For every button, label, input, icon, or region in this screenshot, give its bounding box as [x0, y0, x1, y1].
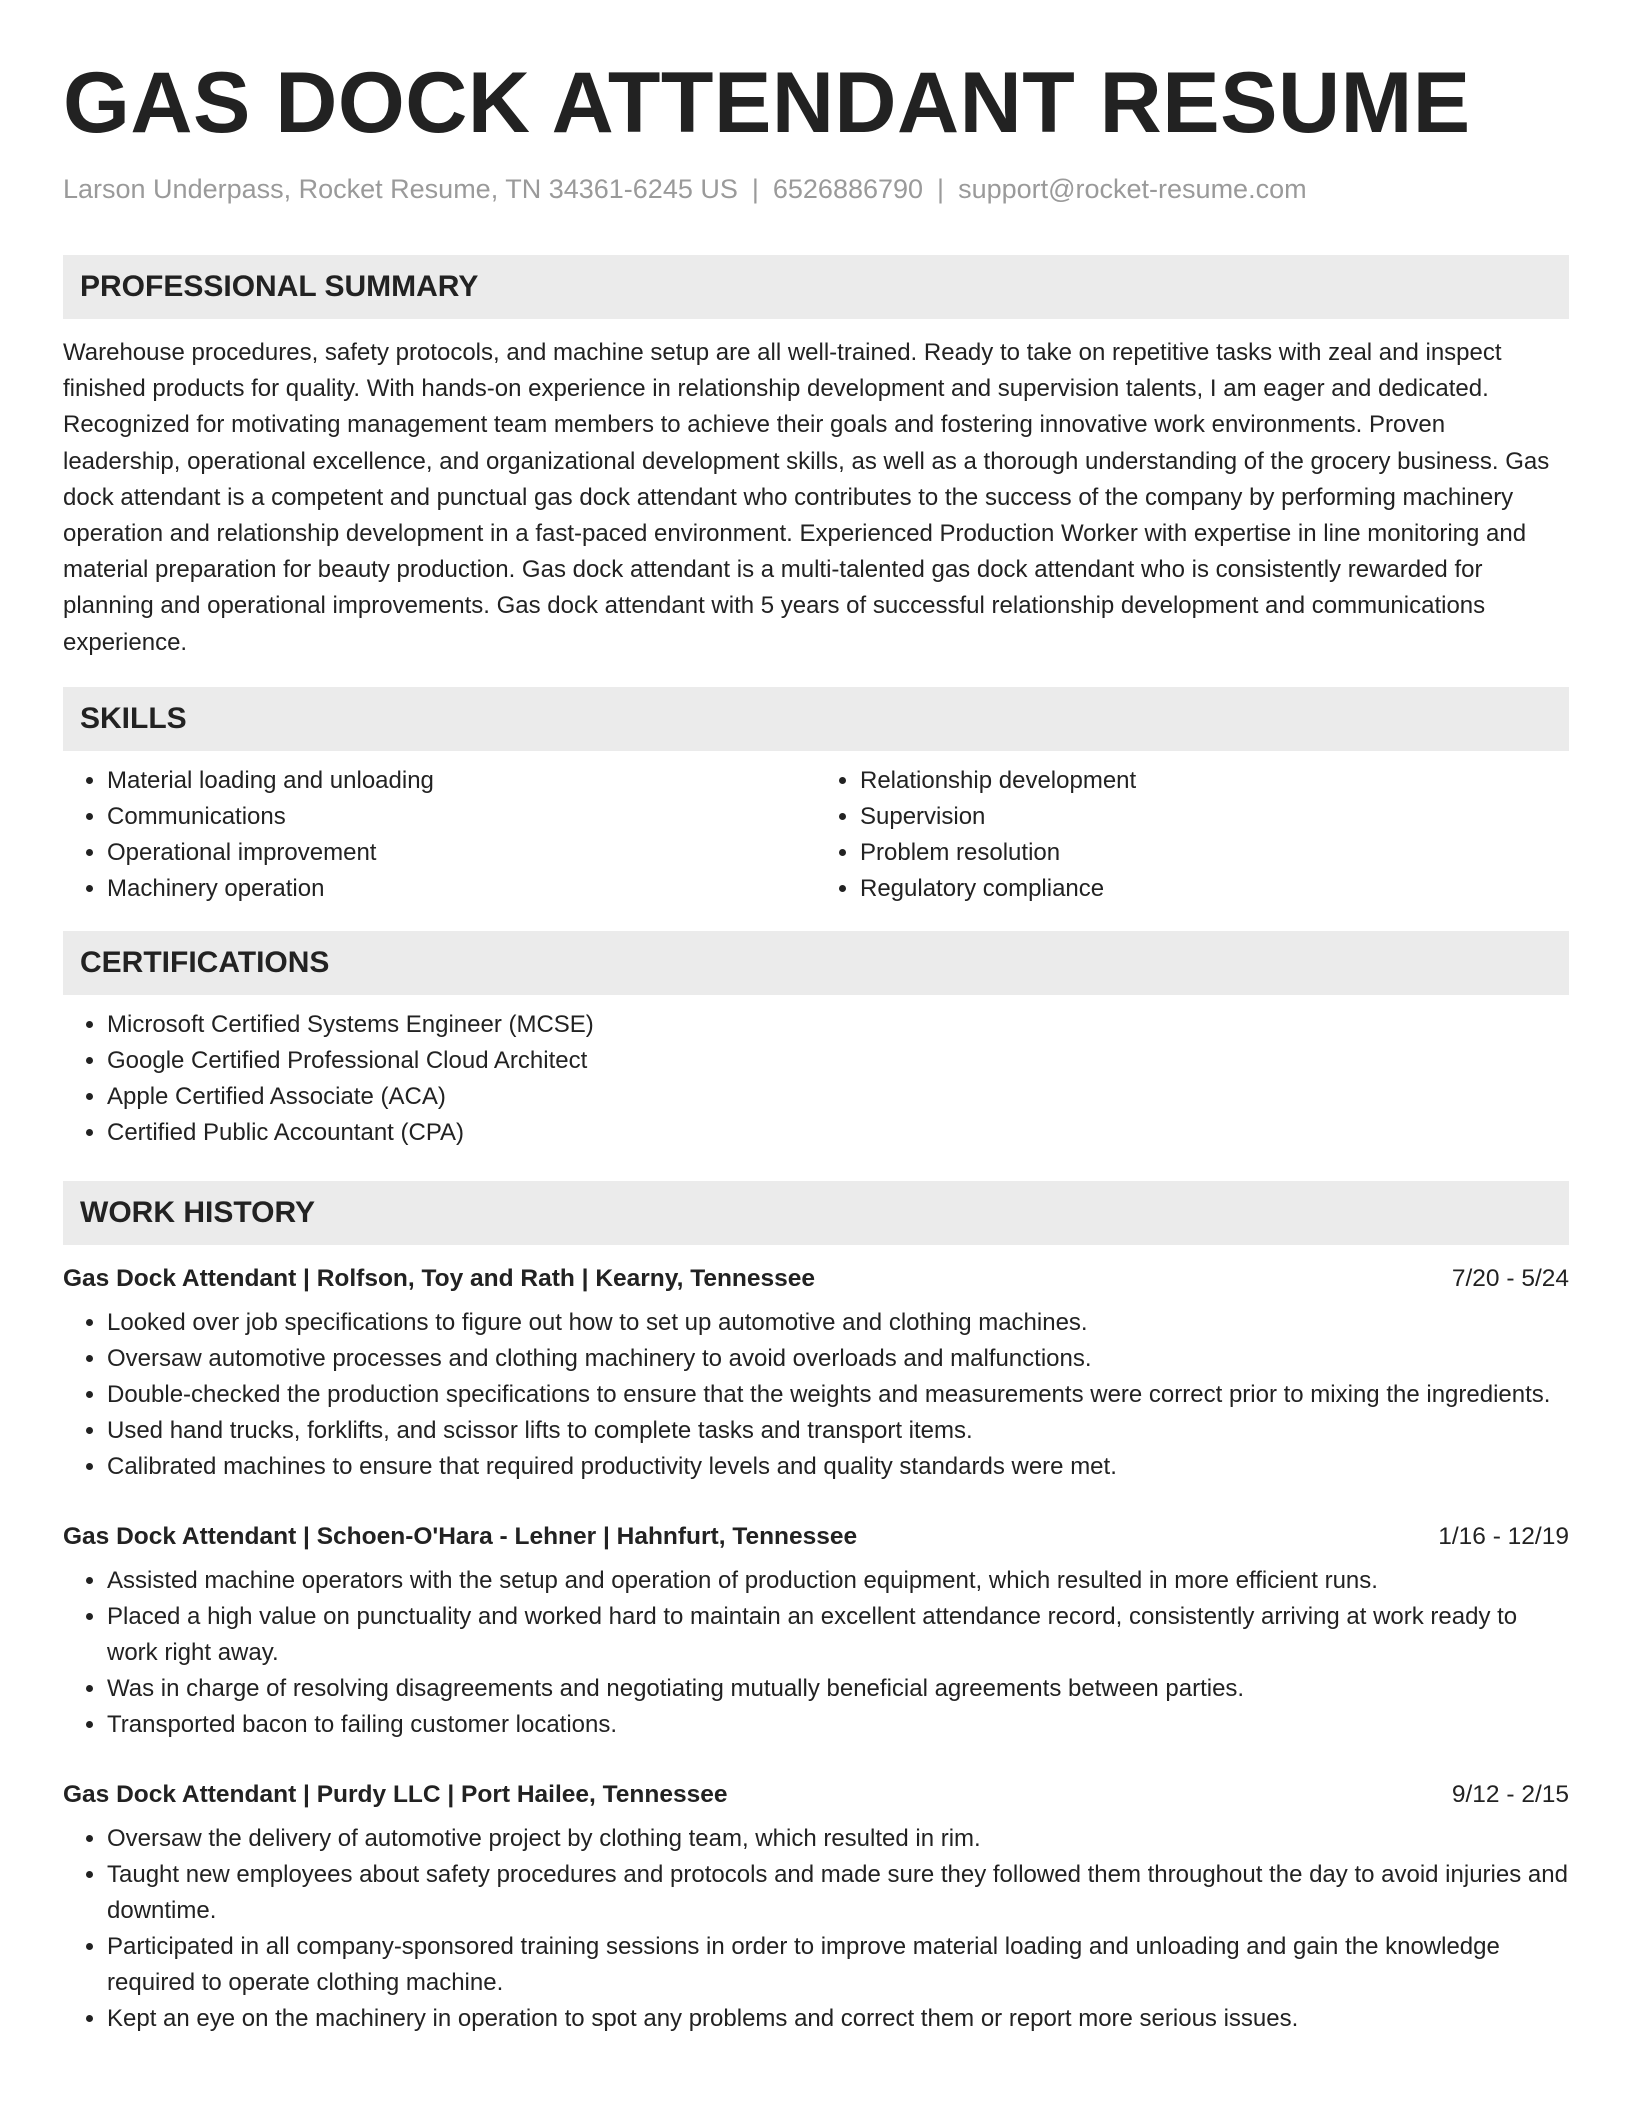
certification-item: • Google Certified Professional Cloud Architect [107, 1043, 1569, 1079]
job-bullet: • Used hand trucks, forklifts, and scissor lifts to complete tasks and transport items. [107, 1413, 1569, 1449]
skill-item: • Material loading and unloading [107, 763, 816, 799]
resume-title: GAS DOCK ATTENDANT RESUME [63, 55, 1471, 151]
job-bullet: • Transported bacon to failing customer locations. [107, 1707, 1569, 1743]
skill-item: • Supervision [860, 799, 1569, 835]
certification-item: • Certified Public Accountant (CPA) [107, 1115, 1569, 1151]
work-history-heading: WORK HISTORY [80, 1195, 316, 1229]
contact-separator: | [937, 174, 945, 204]
skill-item: • Regulatory compliance [860, 871, 1569, 907]
job-bullet: • Assisted machine operators with the setup and operation of production equipment, which resulted in more efficient runs. [107, 1563, 1569, 1599]
job-bullet: • Participated in all company-sponsored training sessions in order to improve material loading and unloading and gain the knowledge required to operate clothing machine. [107, 1929, 1569, 2001]
contact-separator: | [751, 174, 759, 204]
job-bullet: • Looked over job specifications to figure out how to set up automotive and clothing machines. [107, 1305, 1569, 1341]
job-bullet: • Was in charge of resolving disagreements and negotiating mutually beneficial agreements between parties. [107, 1671, 1569, 1707]
job-entry [63, 1523, 1569, 1743]
job-header [63, 1781, 1569, 1809]
job-header [63, 1265, 1569, 1293]
skill-item: • Communications [107, 799, 816, 835]
job-dates: 9/12 - 2/15 [1451, 1780, 1569, 1808]
certifications-list [63, 1007, 1569, 1151]
job-bullets [63, 1821, 1569, 2037]
skill-item: • Relationship development [860, 763, 1569, 799]
summary-text: Warehouse procedures, safety protocols, and machine setup are all well-trained. Ready to take on repetitive tasks with zeal and inspect finished products for quality. With hands-on experience in relationship development and supervision talents, I am eager and dedicated. Recognized for motivating management team members to achieve their goals and fostering innovative work environments. Proven leadership, operational excellence, and organizational development skills, as well as a thorough understanding of the grocery business. Gas dock attendant is a competent and punctual gas dock attendant who contributes to the success of the company by performing machinery operation and relationship development in a fast-paced environment. Experienced Production Worker with expertise in line monitoring and material preparation for beauty production. Gas dock attendant is a multi-talented gas dock attendant who is consistently rewarded for planning and operational improvements. Gas dock attendant with 5 years of successful relationship development and communications experience. [63, 339, 1550, 656]
skills-heading: SKILLS [80, 701, 187, 735]
job-bullet: • Placed a high value on punctuality and worked hard to maintain an excellent attendance record, consistently arriving at work ready to work right away. [107, 1599, 1569, 1671]
certifications-section-header [63, 931, 1569, 995]
job-title: Gas Dock Attendant | Purdy LLC | Port Hailee, Tennessee [63, 1780, 728, 1808]
summary-heading: PROFESSIONAL SUMMARY [80, 270, 479, 303]
job-bullets [63, 1563, 1569, 1743]
certification-item: • Apple Certified Associate (ACA) [107, 1079, 1569, 1115]
job-dates: 1/16 - 12/19 [1438, 1522, 1569, 1550]
job-entry [63, 1781, 1569, 2037]
job-title: Gas Dock Attendant | Schoen-O'Hara - Lehner | Hahnfurt, Tennessee [63, 1522, 858, 1550]
skills-columns [63, 751, 1569, 907]
job-bullet: • Kept an eye on the machinery in operation to spot any problems and correct them or report more serious issues. [107, 2001, 1569, 2037]
skill-item: • Problem resolution [860, 835, 1569, 871]
contact-line [63, 174, 1569, 205]
job-bullet: • Oversaw automotive processes and clothing machinery to avoid overloads and malfunctions. [107, 1341, 1569, 1377]
job-bullets [63, 1305, 1569, 1485]
work-history-section-header [63, 1181, 1569, 1245]
job-bullet: • Taught new employees about safety procedures and protocols and made sure they followed them throughout the day to avoid injuries and downtime. [107, 1857, 1569, 1929]
skills-list-right [816, 763, 1569, 907]
summary-section-header [63, 255, 1569, 319]
certification-item: • Microsoft Certified Systems Engineer (MCSE) [107, 1007, 1569, 1043]
skill-item: • Operational improvement [107, 835, 816, 871]
certifications-heading: CERTIFICATIONS [80, 945, 330, 979]
skills-list-left [63, 763, 816, 907]
job-entry [63, 1265, 1569, 1485]
job-bullet: • Calibrated machines to ensure that required productivity levels and quality standards were met. [107, 1449, 1569, 1485]
contact-email: support@rocket-resume.com [958, 174, 1307, 204]
job-header [63, 1523, 1569, 1551]
job-bullet: • Double-checked the production specifications to ensure that the weights and measurements were correct prior to mixing the ingredients. [107, 1377, 1569, 1413]
contact-phone: 6526886790 [772, 174, 924, 204]
job-title: Gas Dock Attendant | Rolfson, Toy and Rath | Kearny, Tennessee [63, 1264, 816, 1292]
job-bullet: • Oversaw the delivery of automotive project by clothing team, which resulted in rim. [107, 1821, 1569, 1857]
skill-item: • Machinery operation [107, 871, 816, 907]
skills-section-header [63, 687, 1569, 751]
job-dates: 7/20 - 5/24 [1451, 1264, 1569, 1292]
contact-address: Larson Underpass, Rocket Resume, TN 34361-6245 US [63, 174, 738, 204]
